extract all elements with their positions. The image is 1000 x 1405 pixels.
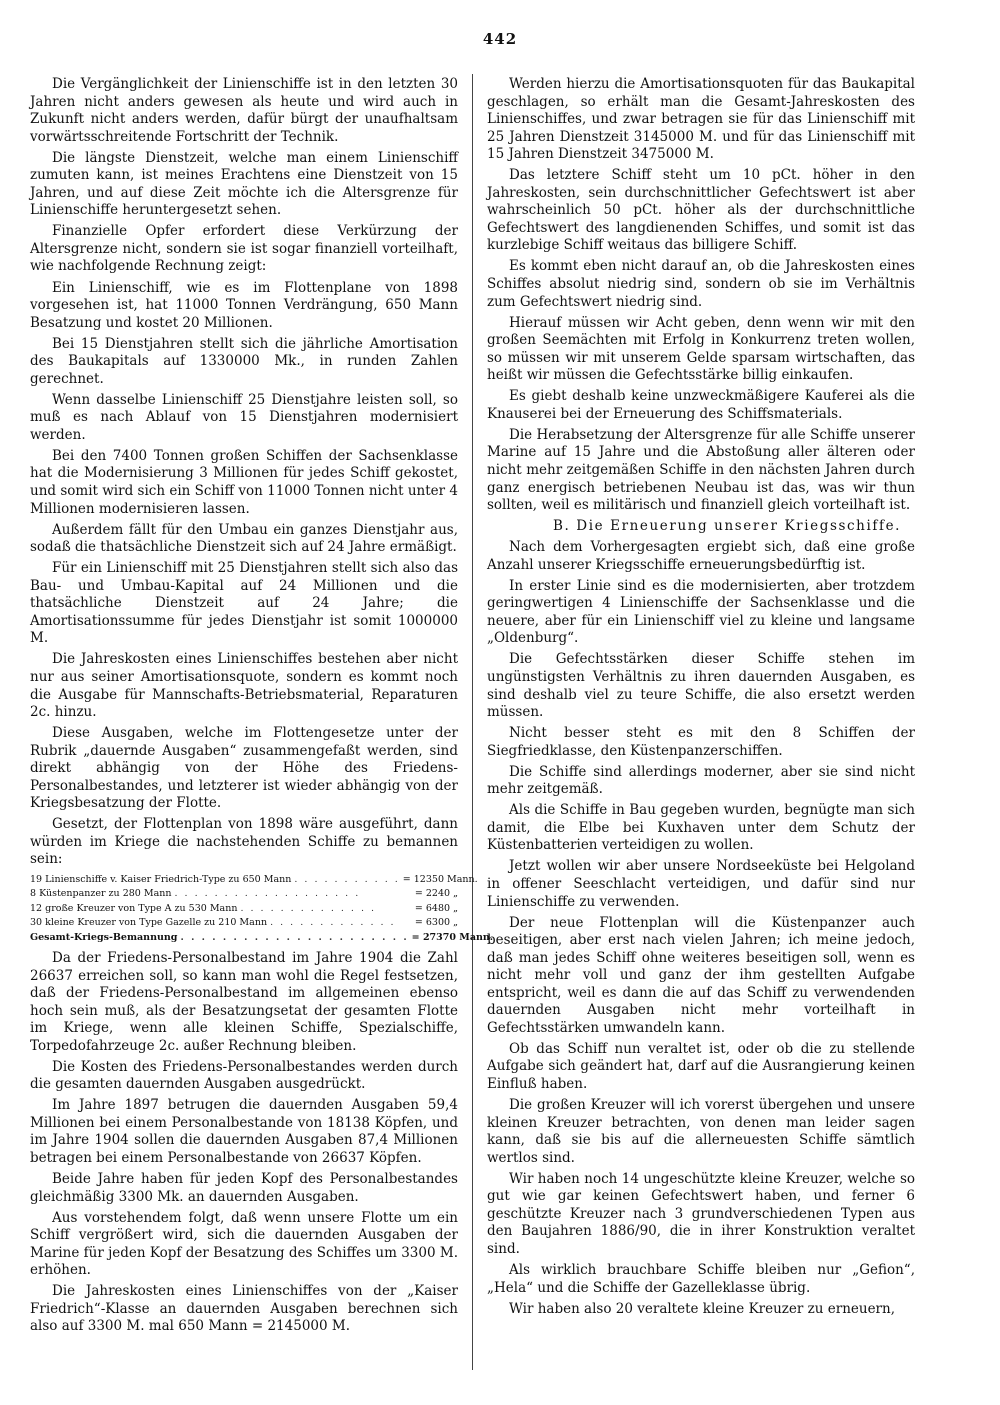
paragraph: Da der Friedens-Personalbestand im Jahre 1904 die Zahl 26637 erreichen soll, so kann man wohl die Regel festsetzen, daß der Friedens-Personalbestand im allgemeinen ebenso hoch sein muß, als der Besatzungsetat der gesamten Flotte im Kriege, wenn alle kleinen Schiffe, Spezialschiffe, Torpedofahrzeuge 2c. außer Rechnung bleiben.	[30, 950, 458, 1054]
ship-crew-value: = 2240 „	[414, 888, 458, 900]
paragraph: Die Jahreskosten eines Linienschiffes von der „Kaiser Friedrich“-Klasse an dauernden Ausgaben berechnen sich also auf 3300 M. mal 650 Mann = 2145000 M.	[30, 1283, 458, 1335]
paragraph: Die längste Dienstzeit, welche man einem Linienschiff zumuten kann, ist meines Erachtens eine Dienstzeit von 15 Jahren, und auf diese Zeit möchte ich die Altersgrenze für Linienschiffe heruntergesetzt sehen.	[30, 149, 458, 219]
paragraph: Jetzt wollen wir aber unsere Nordseeküste bei Helgoland in offener Seeschlacht verteidigen, und dafür sind nur Linienschiffe zu verwenden.	[487, 858, 915, 910]
ship-crew-label: 8 Küstenpanzer zu 280 Mann	[30, 888, 172, 900]
ship-crew-table	[30, 873, 494, 946]
paragraph: Nach dem Vorhergesagten ergiebt sich, daß eine große Anzahl unserer Kriegsschiffe erneuerungsbedürftig ist.	[487, 539, 915, 573]
left-column	[30, 76, 494, 1340]
paragraph: Als die Schiffe in Bau gegeben wurden, begnügte man sich damit, die Elbe bei Kuxhaven unter dem Schutz der Küstenbatterien verteidigen zu wollen.	[487, 802, 915, 854]
paragraph: Der neue Flottenplan will die Küstenpanzer auch beseitigen, aber erst nach vielen Jahren; ich meine jedoch, daß man jedes Schiff ohne weiteres beseitigen soll, wenn es nicht mehr voll und ganz der ihm gestellten Aufgabe entspricht, weil es dann die auf das Schiff zu verwendenden dauernden Ausgaben nicht mehr vorteilhaft in Gefechtsstärken umwandeln kann.	[487, 914, 915, 1036]
leader-dots: . . . . . . . . . . . . . . . . . . . . . .	[180, 931, 409, 943]
paragraph: Es giebt deshalb keine unzweckmäßigere Kauferei als die Knauserei bei der Erneuerung des Schiffsmaterials.	[487, 388, 915, 422]
paragraph: Das letztere Schiff steht um 10 pCt. höher in den Jahreskosten, sein durchschnittlicher Gefechtswert ist aber wahrscheinlich 50 pCt. höher als der durchschnittliche Gefechtswert des langdienenden Schiffes, und somit ist das kurzlebige Schiff weitaus das billigere Schiff.	[487, 167, 915, 254]
ship-crew-label: 19 Linienschiffe v. Kaiser Friedrich-Type zu 650 Mann	[30, 873, 292, 885]
ship-crew-row	[30, 887, 458, 902]
ship-crew-total-value: = 27370 Mann.	[411, 931, 494, 943]
leader-dots: . . . . . . . . . . . . . .	[240, 902, 377, 914]
paragraph: Hierauf müssen wir Acht geben, denn wenn wir mit den großen Seemächten mit Erfolg in Konkurrenz treten wollen, so müssen wir mit unserem Gelde sparsam wirtschaften, das heißt wir müssen die Gefechtsstärke billig einkaufen.	[487, 314, 915, 384]
paragraph: Werden hierzu die Amortisationsquoten für das Baukapital geschlagen, so erhält man die Gesamt-Jahreskosten des Linienschiffes, und zwar betragen sie für das Linienschiff mit 25 Jahren Dienstzeit 3145000 M. und für das Linienschiff mit 15 Jahren Dienstzeit 3475000 M.	[487, 76, 915, 163]
right-column	[487, 76, 915, 1322]
paragraph: Diese Ausgaben, welche im Flottengesetze unter der Rubrik „dauernde Ausgaben“ zusammengefaßt werden, sind direkt abhängig von der Höhe des Friedens-Personalbestandes, und letzterer ist wieder abhängig von der Kriegsbesatzung der Flotte.	[30, 725, 458, 812]
paragraph: Die Kosten des Friedens-Personalbestandes werden durch die gesamten dauernden Ausgaben ausgedrückt.	[30, 1058, 458, 1093]
paragraph: Es kommt eben nicht darauf an, ob die Jahreskosten eines Schiffes absolut niedrig sind, sondern ob sie im Verhältnis zum Gefechtswert niedrig sind.	[487, 258, 915, 310]
paragraph: In erster Linie sind es die modernisierten, aber trotzdem geringwertigen 4 Linienschiffe der Sachsenklasse und die neuere, aber für ein Linienschiff viel zu kleine und langsame „Oldenburg“.	[487, 577, 915, 647]
section-heading: B. Die Erneuerung unserer Kriegsschiffe.	[553, 518, 902, 535]
ship-crew-row	[30, 873, 478, 888]
paragraph: Die Jahreskosten eines Linienschiffes bestehen aber nicht nur aus seiner Amortisationsquote, sondern es kommt noch die Ausgabe für Mannschafts-Betriebsmaterial, Reparaturen 2c. hinzu.	[30, 651, 458, 721]
paragraph: Als wirklich brauchbare Schiffe bleiben nur „Gefion“, „Hela“ und die Schiffe der Gazelleklasse übrig.	[487, 1262, 915, 1296]
page-number: 442	[482, 30, 518, 48]
ship-crew-total-label: Gesamt-Kriegs-Bemannung	[30, 931, 178, 943]
paragraph: Nicht besser steht es mit den 8 Schiffen der Siegfriedklasse, den Küstenpanzerschiffen.	[487, 725, 915, 759]
ship-crew-value: = 6300 „	[414, 917, 458, 929]
ship-crew-row	[30, 902, 458, 917]
ship-crew-value: = 12350 Mann.	[402, 873, 478, 885]
ship-crew-total-row	[30, 931, 494, 946]
leader-dots: . . . . . . . . . . . . .	[270, 917, 396, 929]
paragraph: Finanzielle Opfer erfordert diese Verkürzung der Altersgrenze nicht, sondern sie ist sogar finanziell vorteilhaft, wie nachfolgende Rechnung zeigt:	[30, 223, 458, 275]
paragraph: Bei den 7400 Tonnen großen Schiffen der Sachsenklasse hat die Modernisierung 3 Millionen für jedes Schiff gekostet, und somit wird sich ein Schiff von 11000 Tonnen nicht unter 4 Millionen modernisieren lassen.	[30, 447, 458, 517]
paragraph: Wir haben also 20 veraltete kleine Kreuzer zu erneuern,	[509, 1300, 895, 1317]
paragraph: Für ein Linienschiff mit 25 Dienstjahren stellt sich also das Bau- und Umbau-Kapital auf 24 Millionen und die thatsächliche Dienstzeit auf 24 Jahre; die Amortisationssumme für jedes Dienstjahr ist somit 1000000 M.	[30, 560, 458, 647]
paragraph: Die Schiffe sind allerdings moderner, aber sie sind nicht mehr zeitgemäß.	[487, 763, 915, 798]
paragraph: Die Gefechtsstärken dieser Schiffe stehen im ungünstigsten Verhältnis zu ihren dauernden Ausgaben, es sind deshalb viel zu teure Schiffe, die also ersetzt werden müssen.	[487, 651, 915, 721]
paragraph: Die Herabsetzung der Altersgrenze für alle Schiffe unserer Marine auf 15 Jahre und die Abstoßung aller älteren oder nicht mehr zeitgemäßen Schiffe in den nächsten Jahren durch ganz energisch betriebenen Neubau ist das, was wir thun sollten, weil es militärisch und finanziell gleich vorteilhaft ist.	[487, 426, 915, 514]
paragraph: Beide Jahre haben für jeden Kopf des Personalbestandes gleichmäßig 3300 Mk. an dauernden Ausgaben.	[30, 1171, 458, 1205]
paragraph: Die Vergänglichkeit der Linienschiffe ist in den letzten 30 Jahren nicht anders gewesen als heute und wird auch in Zukunft nicht anders werden, dafür bürgt der unaufhaltsam vorwärtsschreitende Fortschritt der Technik.	[30, 76, 458, 145]
leader-dots: . . . . . . . . . . .	[294, 873, 400, 885]
paragraph: Wenn dasselbe Linienschiff 25 Dienstjahre leisten soll, so muß es nach Ablauf von 15 Dienstjahren modernisiert werden.	[30, 391, 458, 443]
paragraph: Ein Linienschiff, wie es im Flottenplane von 1898 vorgesehen ist, hat 11000 Tonnen Verdrängung, 650 Mann Besatzung und kostet 20 Millionen.	[30, 279, 458, 331]
column-divider	[472, 74, 473, 1370]
leader-dots: . . . . . . . . . . . . . . . . . . .	[174, 888, 361, 900]
ship-crew-row	[30, 916, 458, 931]
ship-crew-label: 30 kleine Kreuzer von Type Gazelle zu 210 Mann	[30, 917, 268, 929]
ship-crew-value: = 6480 „	[414, 902, 458, 914]
paragraph: Wir haben noch 14 ungeschützte kleine Kreuzer, welche so gut wie gar keinen Gefechtswert haben, und ferner 6 geschützte Kreuzer nach 3 grundverschiedenen Typen aus den Baujahren 1886/90, die in ihrer Konstruktion veraltet sind.	[487, 1170, 915, 1257]
paragraph: Die großen Kreuzer will ich vorerst übergehen und unsere kleinen Kreuzer betrachten, von denen man leider sagen kann, daß sie bis auf die allerneuesten Schiffe sämtlich wertlos sind.	[487, 1097, 915, 1166]
paragraph: Gesetzt, der Flottenplan von 1898 wäre ausgeführt, dann würden im Kriege die nachstehenden Schiffe zu bemannen sein:	[30, 816, 458, 868]
paragraph: Im Jahre 1897 betrugen die dauernden Ausgaben 59,4 Millionen bei einem Personalbestande von 18138 Köpfen, und im Jahre 1904 sollen die dauernden Ausgaben 87,4 Millionen betragen bei einem Personalbestande von 26637 Köpfen.	[30, 1097, 458, 1167]
paragraph: Ob das Schiff nun veraltet ist, oder ob die zu stellende Aufgabe sich geändert hat, darf auf die Ausrangierung keinen Einfluß haben.	[487, 1040, 915, 1093]
paragraph: Bei 15 Dienstjahren stellt sich die jährliche Amortisation des Baukapitals auf 1330000 Mk., in runden Zahlen gerechnet.	[30, 335, 458, 387]
ship-crew-label: 12 große Kreuzer von Type A zu 530 Mann	[30, 902, 238, 914]
paragraph: Aus vorstehendem folgt, daß wenn unsere Flotte um ein Schiff vergrößert wird, sich die dauernden Ausgaben der Marine für jeden Kopf der Besatzung des Schiffes um 3300 M. erhöhen.	[30, 1209, 458, 1279]
paragraph: Außerdem fällt für den Umbau ein ganzes Dienstjahr aus, sodaß die thatsächliche Dienstzeit sich auf 24 Jahre ermäßigt.	[30, 521, 458, 556]
